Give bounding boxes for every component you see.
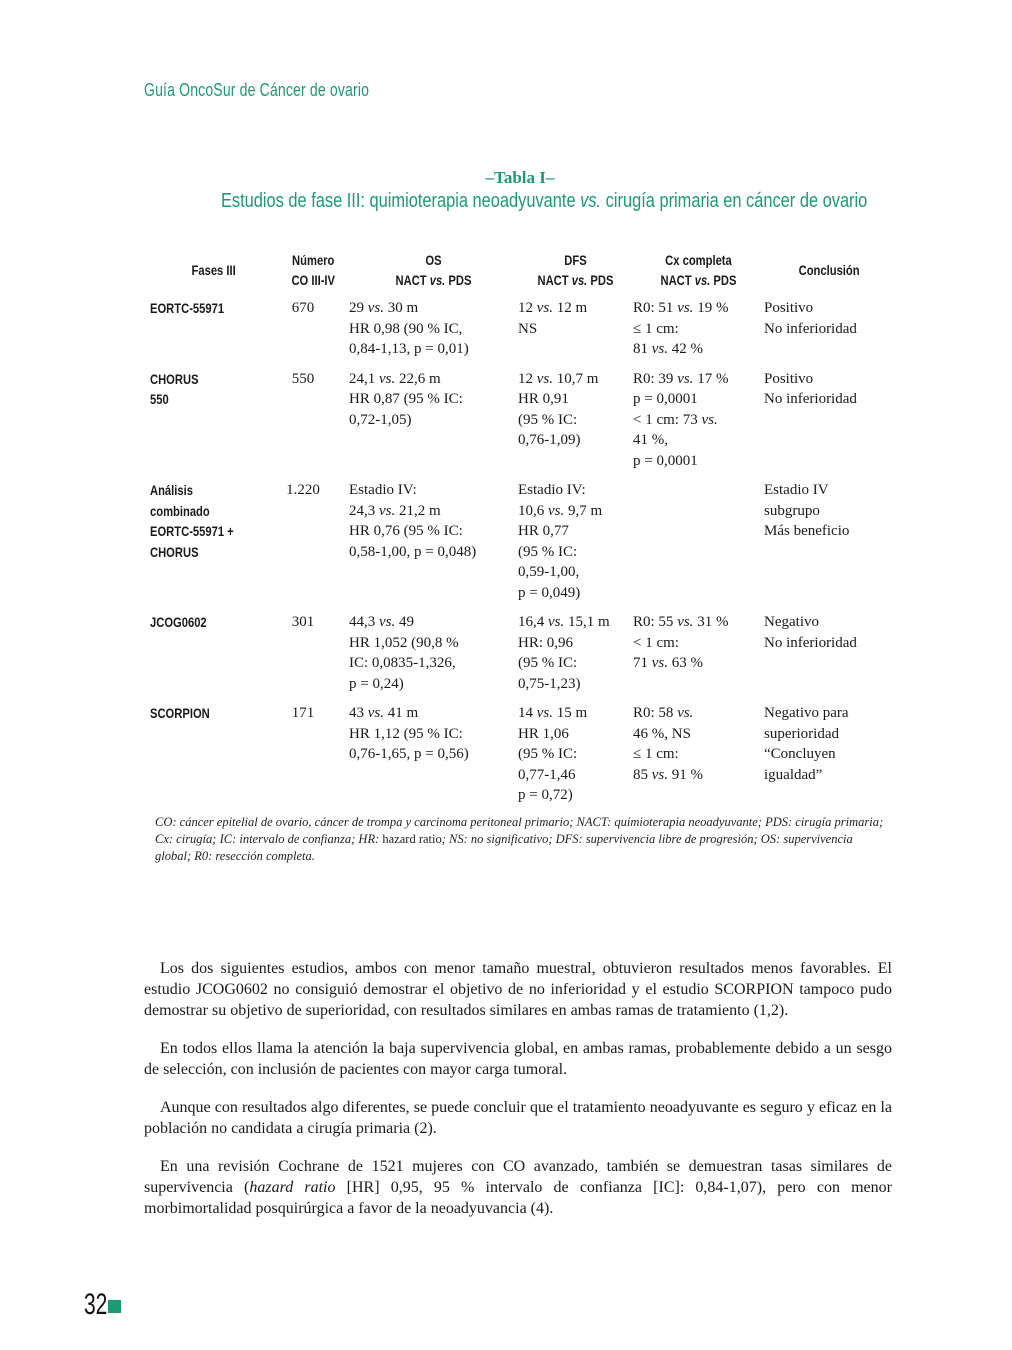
table-title [221, 188, 867, 214]
table-row [150, 480, 895, 612]
study-number: 171 [291, 705, 315, 721]
page-number: 32 [84, 1288, 108, 1321]
conclusion-cell: Positivo No inferioridad [764, 300, 857, 337]
paragraph-part: [HR] 0,95, 95 % intervalo de confianza [IC]: 0,84-1,07), pero con menor morbimortalidad posquirúrgica a favor de la neoadyuvancia (4). [144, 1179, 892, 1217]
paragraph: En todos ellos llama la atención la baja supervivencia global, en ambas ramas, probablemente debido a un sesgo de selección, con inclusión de pacientes con mayor carga tumoral. [144, 1040, 892, 1078]
header-phase: Fases III [191, 262, 236, 278]
os-cell: 44,3 vs. 49 HR 1,052 (90,8 % IC: 0,0835-1,326, p = 0,24) [349, 614, 459, 692]
paragraph [144, 1156, 892, 1219]
table-footnote [155, 814, 890, 865]
cx-cell: R0: 58 vs. 46 %, NS ≤ 1 cm: 85 vs. 91 % [633, 705, 703, 783]
header-cx: Cx completa NACT vs. PDS [660, 252, 737, 288]
study-name: EORTC-55971 [150, 300, 225, 316]
study-name: Análisis combinado EORTC-55971 + CHORUS [150, 482, 234, 560]
os-cell: 43 vs. 41 m HR 1,12 (95 % IC: 0,76-1,65, p = 0,56) [349, 705, 469, 762]
cx-cell [633, 480, 764, 612]
table-header-row [150, 250, 895, 298]
header-number: Número CO III-IV [291, 252, 335, 288]
table-title-part: Estudios de fase III: quimioterapia neoadyuvante [220, 190, 581, 212]
study-name: JCOG0602 [150, 614, 207, 630]
body-text [144, 958, 892, 1236]
table-row [150, 298, 895, 369]
paragraph: Los dos siguientes estudios, ambos con menor tamaño muestral, obtuvieron resultados menos favorables. El estudio JCOG0602 no consiguió demostrar el objetivo de no inferioridad y el estudio SCORPION tampoco pudo demostrar su objetivo de superioridad, con resultados similares en ambas ramas de tratamiento (1,2). [144, 960, 892, 1019]
os-cell: 29 vs. 30 m HR 0,98 (90 % IC, 0,84-1,13, p = 0,01) [349, 300, 469, 357]
study-number: 1.220 [286, 482, 320, 498]
cx-cell: R0: 51 vs. 19 % ≤ 1 cm: 81 vs. 42 % [633, 300, 729, 357]
conclusion-cell: Negativo para superioridad “Concluyen igualdad” [764, 705, 849, 783]
dfs-cell: 16,4 vs. 15,1 m HR: 0,96 (95 % IC: 0,75-1,23) [518, 614, 610, 692]
cx-cell: R0: 39 vs. 17 % p = 0,0001 < 1 cm: 73 vs. 41 %, p = 0,0001 [633, 370, 729, 469]
table-row [150, 369, 895, 481]
paragraph: Aunque con resultados algo diferentes, se puede concluir que el tratamiento neoadyuvante es seguro y eficaz en la población no candidata a cirugía primaria (2). [144, 1099, 892, 1137]
cx-cell: R0: 55 vs. 31 % < 1 cm: 71 vs. 63 % [633, 614, 729, 671]
paragraph-part: En una revisión Cochrane de 1521 mujeres con CO avanzado, también se demuestran tasas similares de supervivencia ( [144, 1158, 892, 1196]
study-number: 301 [291, 614, 315, 630]
paragraph-italic: hazard ratio [249, 1179, 336, 1196]
study-name: SCORPION [150, 705, 210, 721]
header-os: OS NACT vs. PDS [395, 252, 472, 288]
dfs-cell: 12 vs. 10,7 m HR 0,91 (95 % IC: 0,76-1,09) [518, 370, 599, 448]
study-number: 670 [291, 300, 315, 316]
phase-iii-table [150, 250, 895, 815]
table-row [150, 703, 895, 815]
os-cell: 24,1 vs. 22,6 m HR 0,87 (95 % IC: 0,72-1,05) [349, 370, 463, 428]
table-row [150, 612, 895, 703]
os-cell: Estadio IV: 24,3 vs. 21,2 m HR 0,76 (95 % IC: 0,58-1,00, p = 0,048) [349, 482, 477, 560]
header-dfs: DFS NACT vs. PDS [537, 252, 614, 288]
dfs-cell: 12 vs. 12 m NS [518, 300, 588, 337]
study-name: CHORUS 550 [150, 370, 199, 407]
table-title-part: cirugía primaria en cáncer de ovario [601, 190, 868, 212]
footnote-part: CO: cáncer epitelial de ovario, cáncer de trompa y carcinoma peritoneal primario; NACT: quimioterapia neoadyuvante; PDS: cirugía primaria; Cx: cirugía; IC: intervalo de confianza; HR: [155, 815, 884, 846]
conclusion-cell: Positivo No inferioridad [764, 370, 857, 407]
running-head: Guía OncoSur de Cáncer de ovario [144, 80, 370, 100]
conclusion-cell: Estadio IV subgrupo Más beneficio [764, 482, 850, 539]
header-conclusion: Conclusión [798, 262, 860, 278]
table-label: –Tabla I– [485, 168, 555, 187]
dfs-cell: 14 vs. 15 m HR 1,06 (95 % IC: 0,77-1,46 p = 0,72) [518, 705, 588, 803]
study-number: 550 [291, 370, 315, 387]
footnote-hazard: hazard ratio [382, 832, 442, 846]
page-marker-square [108, 1300, 121, 1313]
dfs-cell: Estadio IV: 10,6 vs. 9,7 m HR 0,77 (95 % IC: 0,59-1,00, p = 0,049) [518, 482, 603, 601]
conclusion-cell: Negativo No inferioridad [764, 614, 857, 651]
table-caption [150, 168, 890, 214]
footnote-part: ; NS: no significativo; DFS: supervivencia libre de progresión; OS: supervivencia global; R0: resección completa. [155, 832, 853, 863]
table-title-vs: vs. [580, 190, 602, 212]
